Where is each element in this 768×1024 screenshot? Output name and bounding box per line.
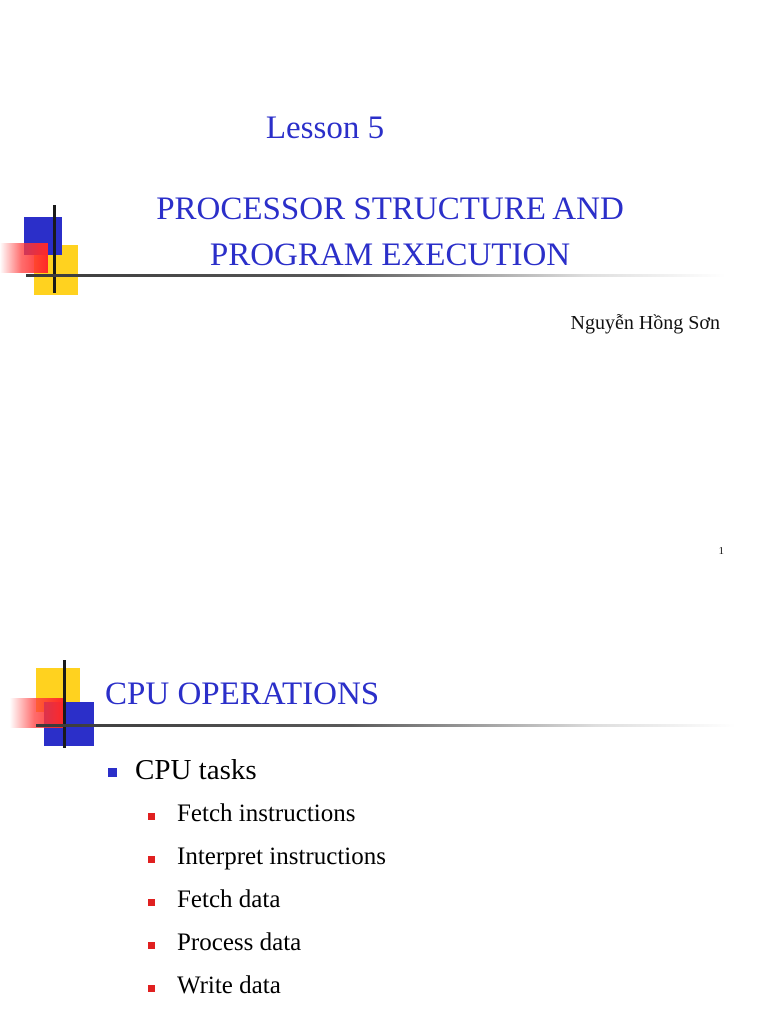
subbullet-text: Fetch data [177,886,281,913]
subbullet-square-icon [148,899,155,906]
subbullet-square-icon [148,985,155,992]
slide-title [80,186,700,278]
subbullet-text: Interpret instructions [177,843,386,870]
slide2-logo-icon [0,660,100,750]
slide-heading: CPU OPERATIONS [105,676,380,712]
title-line-1: PROCESSOR STRUCTURE AND [156,191,624,227]
content-slide [0,600,768,1024]
title-line-2: PROGRAM EXECUTION [209,237,571,273]
subbullet-square-icon [148,813,155,820]
subbullet-square-icon [148,942,155,949]
subbullet-text: Fetch instructions [177,800,356,827]
subbullet-text: Write data [177,972,281,999]
bullet-square-icon [108,768,117,777]
page-number: 1 [718,545,724,557]
subbullet-text: Process data [177,929,302,956]
lesson-label: Lesson 5 [265,110,385,146]
bullet-text: CPU tasks [135,754,257,786]
slide2-title-underline [36,724,736,727]
author-name: Nguyễn Hồng Sơn [570,312,720,334]
subbullet-square-icon [148,856,155,863]
